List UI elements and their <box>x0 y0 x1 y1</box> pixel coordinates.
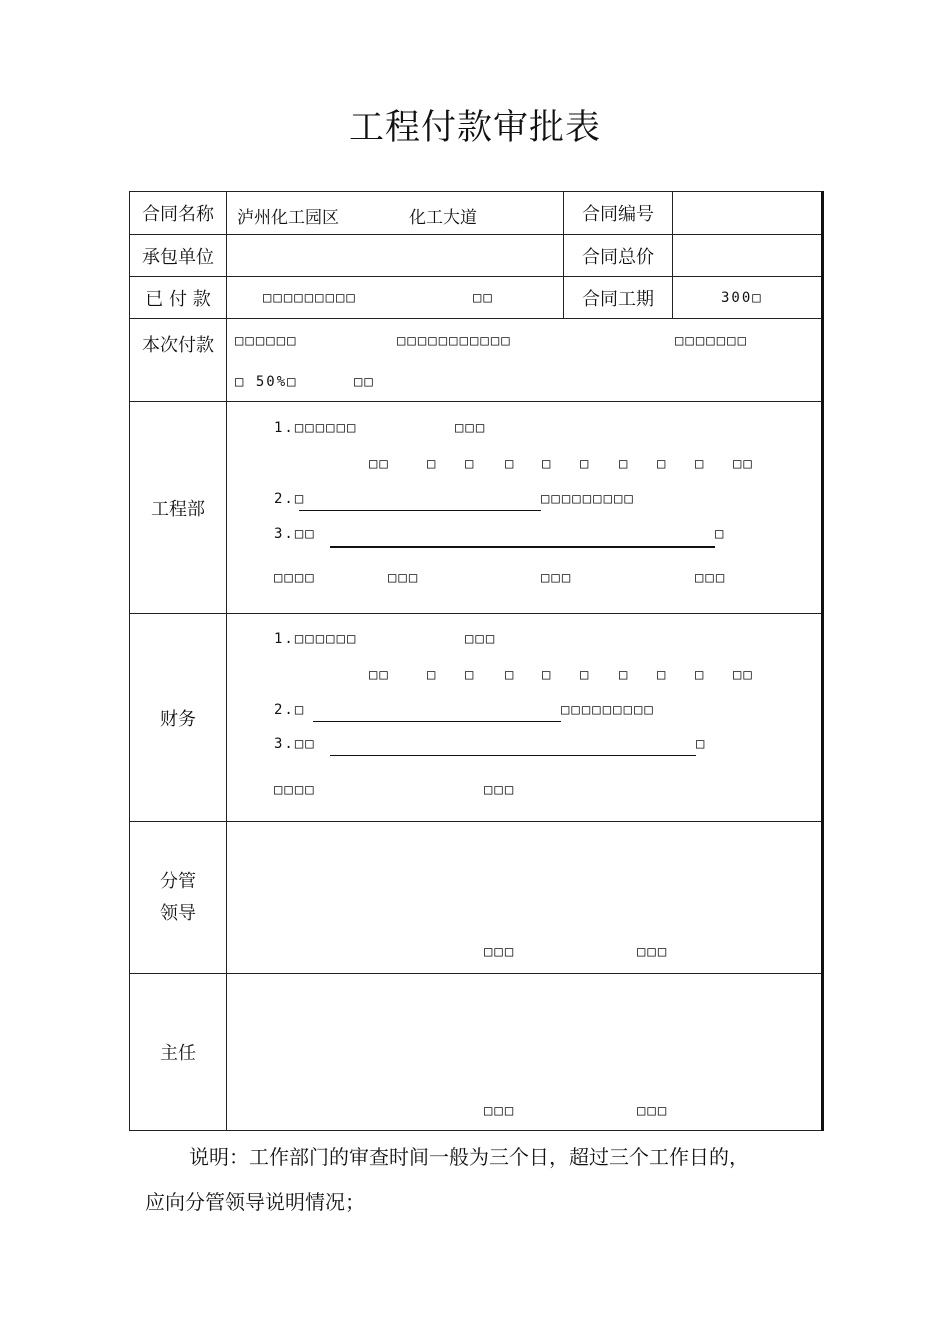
finance-line4-underline[interactable] <box>330 755 696 756</box>
director-sig-2: □□□ <box>637 1103 669 1119</box>
finance-line3-prefix: 2.□ <box>274 702 306 718</box>
current-payment-field[interactable] <box>227 319 823 402</box>
contract-period-label: 合同工期 <box>564 277 673 319</box>
paid-text-1: □□□□□□□□□ <box>263 290 357 306</box>
finance-mark-1: □ <box>427 667 438 683</box>
paid-label: 已 付 款 <box>130 277 227 319</box>
row-contract-name <box>130 192 823 235</box>
engineering-sig-1: □□□□ <box>274 570 316 586</box>
contract-name-cell[interactable] <box>227 192 564 235</box>
director-sig-1: □□□ <box>484 1103 516 1119</box>
finance-line4-suffix: □ <box>696 736 707 752</box>
finance-mark-0: □□ <box>369 667 390 683</box>
current-payment-text-5: □□ <box>354 374 375 390</box>
row-director <box>130 974 823 1131</box>
footnote-line-1: 说明：工作部门的审查时间一般为三个日，超过三个工作日的， <box>189 1145 749 1169</box>
current-payment-text-2: □□□□□□□□□□□ <box>397 333 512 349</box>
contract-no-field[interactable] <box>673 192 823 235</box>
engineering-line4-prefix: 3.□□ <box>274 526 316 542</box>
current-payment-label: 本次付款 <box>130 319 227 402</box>
finance-mark-7: □ <box>657 667 668 683</box>
row-current-payment <box>130 319 823 402</box>
paid-field[interactable] <box>227 277 564 319</box>
engineering-opinion-field[interactable] <box>227 402 823 614</box>
engineering-mark-2: □ <box>465 456 476 472</box>
engineering-mark-8: □ <box>695 456 706 472</box>
row-engineering <box>130 402 823 614</box>
footnote <box>145 1135 825 1225</box>
engineering-line1a: 1.□□□□□□ <box>274 420 358 436</box>
leader-sig-2: □□□ <box>637 944 669 960</box>
engineering-mark-3: □ <box>505 456 516 472</box>
finance-mark-3: □ <box>505 667 516 683</box>
leader-label-line-2: 领导 <box>160 902 196 924</box>
leader-opinion-field[interactable] <box>227 822 823 974</box>
contract-total-field[interactable] <box>673 235 823 277</box>
finance-sig-2: □□□ <box>484 782 516 798</box>
current-payment-text-1: □□□□□□ <box>235 333 298 349</box>
finance-mark-9: □□ <box>733 667 754 683</box>
finance-line1b: □□□ <box>465 631 497 647</box>
contractor-label: 承包单位 <box>130 235 227 277</box>
finance-line1a: 1.□□□□□□ <box>274 631 358 647</box>
finance-line4-prefix: 3.□□ <box>274 736 316 752</box>
engineering-line1b: □□□ <box>455 420 487 436</box>
finance-label: 财务 <box>130 614 227 822</box>
leader-label <box>130 822 227 974</box>
engineering-line4-underline[interactable] <box>330 546 715 548</box>
row-leader <box>130 822 823 974</box>
engineering-mark-6: □ <box>619 456 630 472</box>
row-contractor <box>130 235 823 277</box>
row-finance <box>130 614 823 822</box>
finance-mark-4: □ <box>542 667 553 683</box>
contract-total-label: 合同总价 <box>564 235 673 277</box>
footnote-line-2: 应向分管领导说明情况； <box>145 1190 365 1214</box>
engineering-mark-9: □□ <box>733 456 754 472</box>
director-label: 主任 <box>130 974 227 1131</box>
contractor-field[interactable] <box>227 235 564 277</box>
finance-line3-suffix: □□□□□□□□□ <box>561 702 655 718</box>
engineering-sig-4: □□□ <box>695 570 727 586</box>
engineering-sig-2: □□□ <box>388 570 420 586</box>
engineering-sig-3: □□□ <box>541 570 573 586</box>
engineering-line3-suffix: □□□□□□□□□ <box>541 491 635 507</box>
finance-mark-2: □ <box>465 667 476 683</box>
finance-mark-6: □ <box>619 667 630 683</box>
leader-sig-1: □□□ <box>484 944 516 960</box>
current-payment-text-3: □□□□□□□ <box>675 333 749 349</box>
page-title: 工程付款审批表 <box>348 108 601 148</box>
engineering-mark-4: □ <box>542 456 553 472</box>
director-opinion-field[interactable] <box>227 974 823 1131</box>
engineering-mark-0: □□ <box>369 456 390 472</box>
current-payment-text-4: □ 50%□ <box>235 374 298 390</box>
engineering-mark-1: □ <box>427 456 438 472</box>
finance-line3-underline[interactable] <box>313 721 561 722</box>
contract-period-value: 300□ <box>721 290 763 306</box>
engineering-line3-underline[interactable] <box>299 510 541 511</box>
contract-name-label: 合同名称 <box>130 192 227 235</box>
engineering-line3-prefix: 2.□ <box>274 491 306 507</box>
engineering-mark-5: □ <box>580 456 591 472</box>
finance-mark-8: □ <box>695 667 706 683</box>
contract-name-value-2: 化工大道 <box>409 208 477 228</box>
engineering-mark-7: □ <box>657 456 668 472</box>
paid-text-2: □□ <box>473 290 494 306</box>
contract-period-field[interactable] <box>673 277 823 319</box>
contract-no-label: 合同编号 <box>564 192 673 235</box>
finance-opinion-field[interactable] <box>227 614 823 822</box>
finance-sig-1: □□□□ <box>274 782 316 798</box>
row-paid <box>130 277 823 319</box>
leader-label-line-1: 分管 <box>160 870 196 892</box>
engineering-label: 工程部 <box>130 402 227 614</box>
approval-form-table <box>129 191 824 1131</box>
engineering-line4-suffix: □ <box>715 526 726 542</box>
finance-mark-5: □ <box>580 667 591 683</box>
contract-name-value-1: 泸州化工园区 <box>237 208 339 228</box>
